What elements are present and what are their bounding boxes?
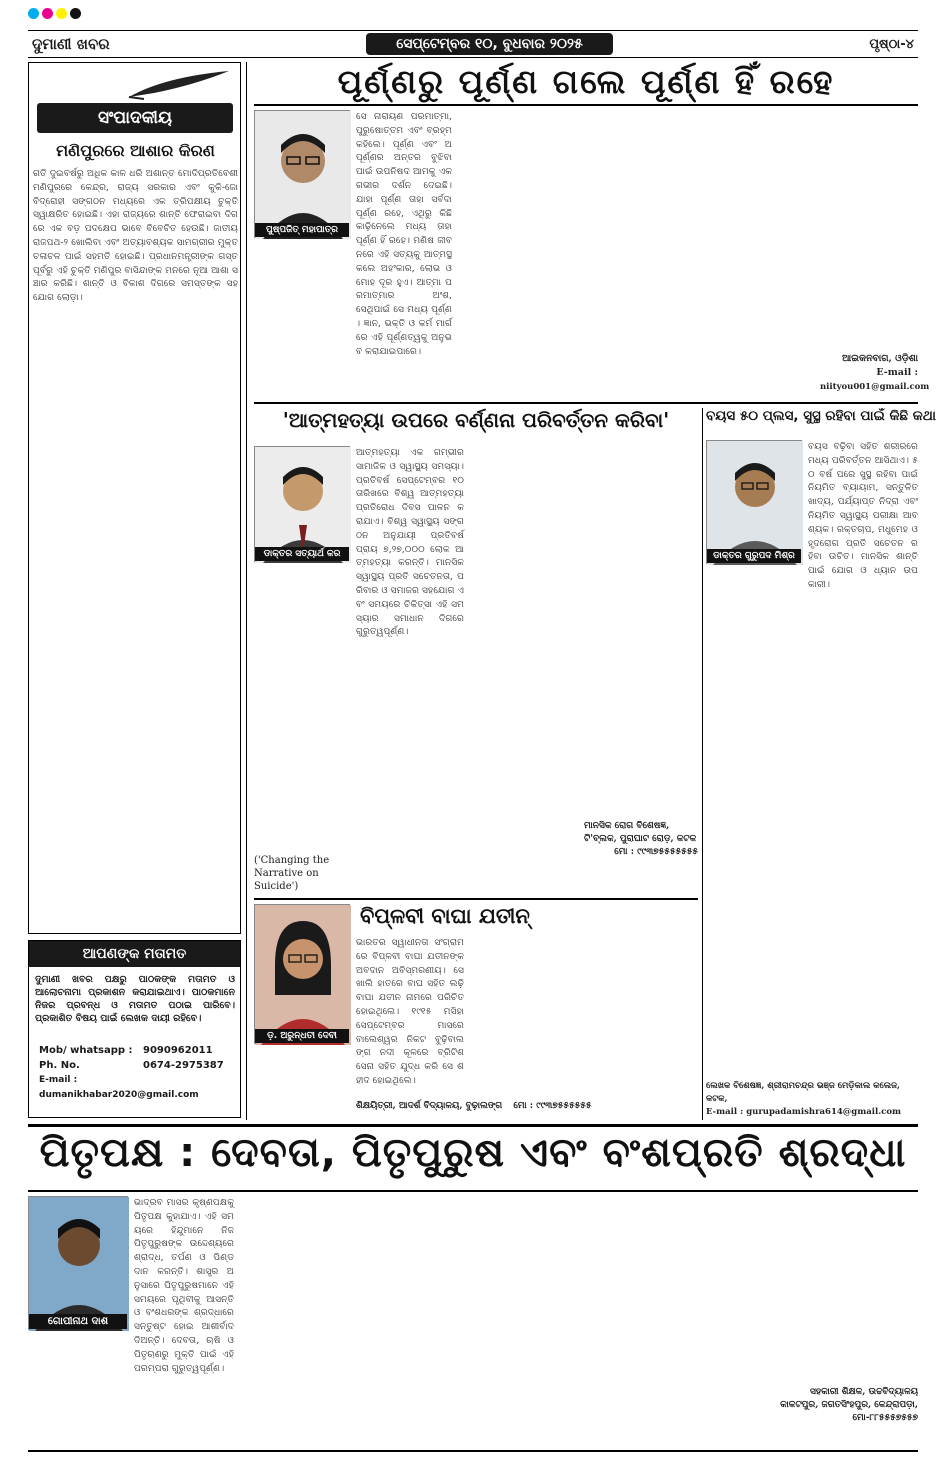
article1-contact-name: ଆଇକନବାଗ, ଓଡ଼ିଶା: [841, 353, 918, 364]
article5-body-col5: [558, 1196, 658, 1446]
article3-signature: [706, 1080, 918, 1119]
article4-signature-text: ଶିକ୍ଷୟିତ୍ରୀ, ଆଦର୍ଶ ବିଦ୍ୟାଳୟ, ବୁଢ଼ାଲଙ୍ଗ: [356, 1101, 503, 1111]
article3-title: ବୟସ ୫୦ ପ୍ଲସ, ସୁସ୍ଥ ରହିବା ପାଇଁ କିଛି କଥା: [706, 408, 936, 424]
black-dot: [70, 8, 81, 19]
person-portrait-icon: [707, 441, 803, 565]
article3-body-col2: [706, 574, 918, 1076]
article1-body-col2: [458, 110, 554, 396]
article5-body-col3: [346, 1196, 446, 1446]
email-link[interactable]: dumanikhabar2020@gmail.com: [39, 1090, 199, 1100]
article5-author-photo: [28, 1196, 128, 1330]
phone-number: 0674-2975387: [143, 1060, 224, 1071]
article4-body-col3: [584, 904, 698, 1056]
article4-body-col2: [470, 936, 578, 1056]
article5-mobile: ମୋ-୮୮୫୫୫୭୫୫୭: [852, 1413, 918, 1423]
article2-quote: ('Changing the Narrative on Suicide'): [254, 855, 330, 892]
article1-email-label: E-mail :: [876, 367, 918, 378]
article5-body-col1: [134, 1196, 234, 1446]
editorial-label: [37, 103, 233, 133]
opinion-title-text: ଆପଣଙ୍କ ମତାମତ: [82, 946, 187, 962]
article4-signature: [356, 1100, 698, 1113]
article1-body-col0: [254, 244, 350, 396]
article5-signature-text: ସହକାରୀ ଶିକ୍ଷକ, ଉଚ୍ଚବିଦ୍ୟାଳୟ କାକଟପୁର, ଜଗତସିଂହପୁର, କେନ୍ଦ୍ରାପଡ଼ା,: [780, 1387, 918, 1410]
article2-body-col1: [356, 446, 464, 876]
article2-author: ଡାକ୍ତର ସତ୍ୟାର୍ଥ କର: [255, 547, 349, 561]
phone-row: [39, 1058, 239, 1073]
article1-rule: [254, 104, 918, 106]
article1-body-text: ସେ ନାରାୟଣ ପରମାତ୍ମା, ପୁରୁଷୋତ୍ତମ ଏବଂ ବ୍ରହ୍ମ କହିଲେ। ପୂର୍ଣ୍ଣ ଏବଂ ଅପୂର୍ଣ୍ଣର ଅନ୍ତର ବୁଝିବା ପାଇଁ ଉପନିଷଦ ଆମକୁ ଏକ ଗଭୀର ଦର୍ଶନ ଦେଇଛି। ଯାହା ପୂର୍ଣ୍ଣ ତାହା ସର୍ବଦା ପୂର୍ଣ୍ଣ ରହେ, ଏଥିରୁ କିଛି କାଢ଼ିନେଲେ ମଧ୍ୟ ତାହା ପୂର୍ଣ୍ଣ ହିଁ ରହେ। ମଣିଷ ଜୀବନରେ ଏହି ସତ୍ୟକୁ ଆତ୍ମସ୍ଥ କଲେ ଅହଂକାର, ଲୋଭ ଓ ମୋହ ଦୂର ହୁଏ। ଆତ୍ମା ପରମାତ୍ମାର ଅଂଶ, ସେଥିପାଇଁ ସେ ମଧ୍ୟ ପୂର୍ଣ୍ଣ। ଜ୍ଞାନ, ଭକ୍ତି ଓ କର୍ମ ମାର୍ଗରେ ଏହି ପୂର୍ଣ୍ଣତ୍ୱକୁ ଅନୁଭବ କରାଯାଇପାରେ।: [356, 111, 452, 357]
phone-label: Ph. No.: [39, 1060, 80, 1071]
article2-mobile: ମୋ : ୯୯୩୭୫୫୫୫୫୫୫: [614, 847, 698, 857]
article2-body-text: ଆତ୍ମହତ୍ୟା ଏକ ଗମ୍ଭୀର ସାମାଜିକ ଓ ସ୍ୱାସ୍ଥ୍ୟ ସମସ୍ୟା। ପ୍ରତିବର୍ଷ ସେପ୍ଟେମ୍ବର ୧୦ ତାରିଖରେ ବିଶ୍ୱ ଆତ୍ମହତ୍ୟା ପ୍ରତିରୋଧ ଦିବସ ପାଳନ କରାଯାଏ। ବିଶ୍ୱ ସ୍ୱାସ୍ଥ୍ୟ ସଙ୍ଗଠନ ଅନୁଯାୟୀ ପ୍ରତିବର୍ଷ ପ୍ରାୟ ୭,୨୭,୦୦୦ ଲୋକ ଆତ୍ମହତ୍ୟା କରନ୍ତି। ମାନସିକ ସ୍ୱାସ୍ଥ୍ୟ ପ୍ରତି ସଚେତନତା, ପରିବାର ଓ ସମାଜର ସହଯୋଗ ଏବଂ ସମୟରେ ଚିକିତ୍ସା ଏହି ସମସ୍ୟାର ସମାଧାନ ଦିଗରେ ଗୁରୁତ୍ୱପୂର୍ଣ୍ଣ।: [356, 447, 464, 638]
magenta-dot: [42, 8, 53, 19]
article3-author: ଡାକ୍ତର ଗୁରୁପଦ ମିଶ୍ର: [707, 549, 801, 563]
article5-body-text: ଭାଦ୍ରବ ମାସର କୃଷ୍ଣପକ୍ଷକୁ ପିତୃପକ୍ଷ କୁହାଯାଏ। ଏହି ସମୟରେ ହିନ୍ଦୁମାନେ ନିଜ ପିତୃପୁରୁଷଙ୍କ ଉଦ୍ଦେଶ୍ୟରେ ଶ୍ରାଦ୍ଧ, ତର୍ପଣ ଓ ପିଣ୍ଡଦାନ କରନ୍ତି। ଶାସ୍ତ୍ର ଅନୁସାରେ ପିତୃପୁରୁଷମାନେ ଏହି ସମୟରେ ପୃଥିବୀକୁ ଆସନ୍ତି ଓ ବଂଶଧରଙ୍କ ଶ୍ରଦ୍ଧାରେ ସନ୍ତୁଷ୍ଟ ହୋଇ ଆଶୀର୍ବାଦ ଦିଅନ୍ତି। ଦେବତା, ଋଷି ଓ ପିତୃଋଣରୁ ମୁକ୍ତି ପାଇଁ ଏହି ପରମ୍ପରା ଗୁରୁତ୍ୱପୂର୍ଣ୍ଣ।: [134, 1197, 234, 1374]
bottom-section-rule: [28, 1124, 918, 1127]
article4-title: ବିପ୍ଳବୀ ବାଘା ଯତୀନ୍: [360, 904, 530, 928]
page-number: ପୃଷ୍ଠା-୪: [869, 36, 914, 52]
opinion-title: [29, 941, 240, 967]
article1-body-col4: [662, 110, 758, 396]
article3-email-label: E-mail :: [706, 1107, 744, 1117]
article2-body-col2: [470, 446, 578, 876]
cmyk-marks: [28, 8, 81, 19]
opinion-body: ଦୁମାଣୀ ଖବର ପକ୍ଷରୁ ପାଠକଙ୍କ ମତାମତ ଓ ଆଲୋଚନାମା ପ୍ରକାଶନ କରାଯାଇଥାଏ। ପାଠକମାନେ ନିଜର ପ୍ରବନ୍ଧ ଓ ମତାମତ ପଠାଇ ପାରିବେ। ପ୍ରକାଶିତ ବିଷୟ ପାଇଁ ଲେଖକ ଦାୟୀ ରହିବେ।: [35, 974, 235, 1024]
article4-body-full: [254, 1060, 698, 1100]
article1-signature: [820, 352, 930, 394]
article3-body-col1: [808, 440, 918, 590]
mobile-label: Mob/ whatsapp :: [39, 1045, 133, 1056]
opinion-contact: [39, 1043, 239, 1103]
email-label: E-mail :: [39, 1075, 78, 1085]
article5-title: ପିତୃପକ୍ଷ : ଦେବତା, ପିତୃପୁରୁଷ ଏବଂ ବଂଶପ୍ରତି ଶ୍ରଦ୍ଧା: [39, 1130, 907, 1176]
editorial-title: ମଣିପୁରରେ ଆଶାର କିରଣ: [56, 141, 215, 160]
article2-author-photo: [254, 446, 350, 562]
row-divider-1: [254, 402, 918, 404]
cyan-dot: [28, 8, 39, 19]
editorial-body: [33, 167, 238, 929]
mobile-row: [39, 1043, 239, 1058]
article2-body-col3: [584, 446, 694, 816]
article4-author: ଡ଼. ଅରୁନ୍ଧତୀ ଦେବୀ: [255, 1029, 349, 1043]
article5-author: ଗୋପୀନାଥ ଦାଶ: [29, 1314, 127, 1329]
article3-body-text: ବୟସ ବଢ଼ିବା ସହିତ ଶରୀରରେ ମଧ୍ୟ ପରିବର୍ତ୍ତନ ଆସିଥାଏ। ୫୦ ବର୍ଷ ପରେ ସୁସ୍ଥ ରହିବା ପାଇଁ ନିୟମିତ ବ୍ୟାୟାମ, ସନ୍ତୁଳିତ ଖାଦ୍ୟ, ପର୍ଯ୍ୟାପ୍ତ ନିଦ୍ରା ଏବଂ ନିୟମିତ ସ୍ୱାସ୍ଥ୍ୟ ପରୀକ୍ଷା ଆବଶ୍ୟକ। ରକ୍ତଚାପ, ମଧୁମେହ ଓ ହୃଦରୋଗ ପ୍ରତି ସଚେତନ ରହିବା ଉଚିତ। ମାନସିକ ଶାନ୍ତି ପାଇଁ ଯୋଗ ଓ ଧ୍ୟାନ ଉପକାରୀ।: [808, 441, 918, 590]
article3-email[interactable]: gurupadamishra614@gmail.com: [746, 1107, 902, 1117]
person-portrait-icon: [255, 111, 351, 239]
article2-body-col0: [254, 568, 350, 850]
page-header: [28, 30, 918, 58]
article1-body-col3: [560, 110, 656, 396]
article2-signature-text: ମାନସିକ ରୋଗ ବିଶେଷଜ୍ଞ, ଟି'ବ୍ଲକ, ପୁରାଘାଟ ରୋଡ଼, କଟକ: [584, 821, 697, 844]
editorial-label-text: ସଂପାଦକୀୟ: [97, 108, 173, 128]
page-bottom-rule: [28, 1450, 918, 1452]
yellow-dot: [56, 8, 67, 19]
editorial-body-text: ଗତି ଦୁଇବର୍ଷରୁ ଅଧିକ କାଳ ଧରି ଅଶାନ୍ତ ମୋଦିପ୍ରତିବେଶୀ ମଣିପୁରରେ କେନ୍ଦ୍ର, ରାଜ୍ୟ ସରକାର ଏବଂ କୁକି-ଜୋ ବିଦ୍ରୋହୀ ସଙ୍ଗଠନ ମଧ୍ୟରେ ଏକ ତ୍ରିପକ୍ଷୀୟ ଚୁକ୍ତି ସ୍ୱାକ୍ଷରିତ ହୋଇଛି। ଏହା ରାଜ୍ୟରେ ଶାନ୍ତି ଫେରାଇବା ଦିଗରେ ଏକ ବଡ଼ ପଦକ୍ଷେପ ଭାବେ ବିବେଚିତ ହେଉଛି। ଜାତୀୟ ରାଜପଥ-୨ ଖୋଲିବା ଏବଂ ଅତ୍ୟାବଶ୍ୟକ ସାମଗ୍ରୀର ମୁକ୍ତ ଚଳାଚଳ ପାଇଁ ସହମତି ହୋଇଛି। ପ୍ରଧାନମନ୍ତ୍ରୀଙ୍କ ଗସ୍ତ ପୂର୍ବରୁ ଏହି ଚୁକ୍ତି ମଣିପୁର ବାସିନ୍ଦାଙ୍କ ମନରେ ନୂଆ ଆଶା ସଞ୍ଚାର କରିଛି। ଶାନ୍ତି ଓ ବିକାଶ ଦିଗରେ ସମସ୍ତଙ୍କ ସହଯୋଗ ଲୋଡ଼ା।: [33, 168, 238, 304]
article4-body-col1: [356, 936, 464, 1086]
person-portrait-icon: [255, 447, 351, 563]
article1-title: ପୂର୍ଣ୍ଣରୁ ପୂର୍ଣ୍ଣ ଗଲେ ପୂର୍ଣ୍ଣ ହିଁ ରହେ: [337, 62, 835, 101]
opinion-box: [28, 940, 241, 1118]
quill-pen-icon: [124, 67, 234, 101]
article5-body-col0: [28, 1334, 128, 1444]
article2-divider: [702, 408, 703, 1120]
paper-name: ଦୁମାଣୀ ଖବର: [32, 35, 110, 53]
column-divider: [246, 62, 247, 1120]
article5-rule: [28, 1190, 918, 1192]
article5-body-col7: [770, 1196, 918, 1382]
mobile-number: 9090962011: [143, 1045, 213, 1056]
article3-signature-text: ଲେଖକ ବିଶେଷଜ୍ଞ, ଶ୍ରୀରାମଚନ୍ଦ୍ର ଭଞ୍ଜ ମେଡ଼ିକାଲ କଲେଜ, କଟକ,: [706, 1081, 900, 1104]
article1-body-col1: [356, 110, 452, 396]
article4-body-text: ଭାରତର ସ୍ୱାଧୀନତା ସଂଗ୍ରାମରେ ବିପ୍ଳବୀ ବାଘା ଯତୀନଙ୍କ ଅବଦାନ ଅବିସ୍ମରଣୀୟ। ସେ ଖାଲି ହାତରେ ବାଘ ସହିତ ଲଢ଼ି ବାଘା ଯତୀନ ନାମରେ ପରିଚିତ ହୋଇଥିଲେ। ୧୯୧୫ ମସିହା ସେପ୍ଟେମ୍ବର ମାସରେ ବାଲେଶ୍ୱର ନିକଟ ବୁଢ଼ିବାଲଙ୍ଗ ନଦୀ କୂଳରେ ବ୍ରିଟିଶ ସେନା ସହିତ ଯୁଦ୍ଧ କରି ସେ ଶହୀଦ ହୋଇଥିଲେ।: [356, 937, 464, 1086]
article4-top-rule: [254, 898, 698, 900]
person-portrait-icon: [29, 1197, 129, 1331]
article1-author-photo: [254, 110, 350, 238]
email-row: [39, 1073, 239, 1103]
editorial-box: [28, 62, 241, 934]
article5-body-col4: [452, 1196, 552, 1446]
article2-title: 'ଆତ୍ମହତ୍ୟା ଉପରେ ବର୍ଣ୍ଣନା ପରିବର୍ତ୍ତନ କରିବା': [282, 408, 670, 432]
article4-author-photo: [254, 904, 350, 1044]
article5-signature: [770, 1386, 918, 1425]
article4-mobile: ମୋ : ୯୯୩୭୫୫୫୫୫୫: [513, 1101, 592, 1111]
article5-body-col6: [664, 1196, 764, 1446]
article3-author-photo: [706, 440, 802, 564]
issue-date: ସେପ୍ଟେମ୍ବର ୧୦, ବୁଧବାର ୨୦୨୫: [366, 33, 613, 55]
person-portrait-icon: [255, 905, 351, 1045]
article5-body-col2: [240, 1196, 340, 1446]
article3-email-row: [706, 1106, 918, 1119]
article1-author: ପୁଷ୍ପଜିତ୍ ମହାପାତ୍ର: [255, 223, 349, 237]
article2-signature: [584, 820, 698, 859]
article1-email[interactable]: niityou001@gmail.com: [820, 382, 930, 392]
